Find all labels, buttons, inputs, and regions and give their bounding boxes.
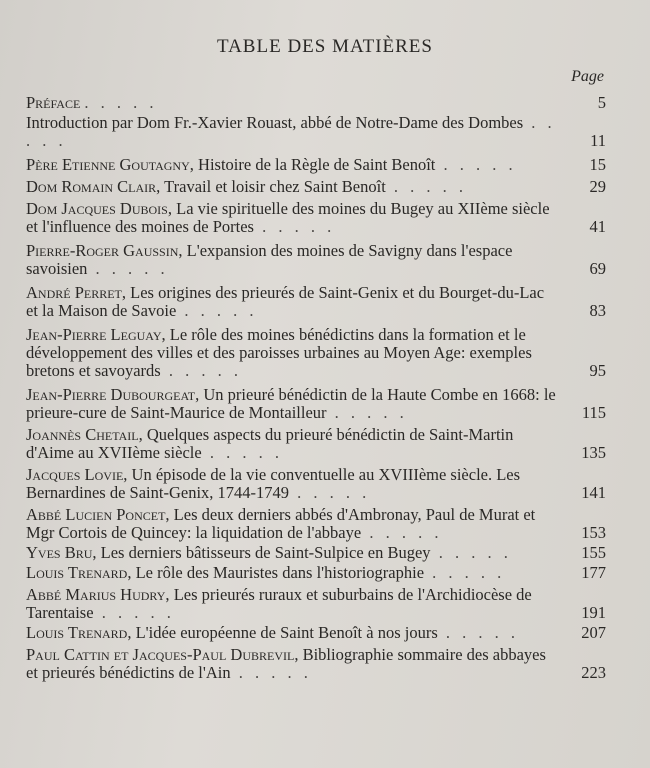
toc-entry-text	[26, 242, 606, 278]
toc-entry-author: Jean-Pierre Leguay,	[26, 325, 166, 344]
toc-entry-page: 141	[581, 483, 606, 502]
toc-entry-title: Un épisode de la vie conventuelle au XVIIIème siècle. Les Bernardines de Saint-Genix, 1744-1749	[26, 465, 521, 502]
toc-entry-text	[26, 544, 606, 562]
toc-entry-author: André Perret,	[26, 283, 127, 302]
toc-entry	[26, 624, 606, 642]
toc-entry	[26, 466, 606, 502]
toc-entry-page: 15	[589, 155, 606, 174]
table-of-contents	[26, 92, 606, 684]
toc-entry	[26, 156, 606, 174]
toc-entry-author: Pierre-Roger Gaussin,	[26, 241, 183, 260]
toc-entry-text	[26, 624, 606, 642]
toc-entry-author: Jean-Pierre Dubourgeat,	[26, 385, 200, 404]
toc-entry	[26, 200, 606, 236]
toc-entry	[26, 506, 606, 542]
toc-entry-title: Le rôle des Mauristes dans l'historiographie	[135, 563, 425, 582]
toc-dot-leaders: . . . . .	[289, 483, 371, 502]
toc-entry	[26, 386, 606, 422]
toc-entry-page: 83	[589, 301, 606, 320]
toc-dot-leaders: . . . . .	[385, 177, 468, 196]
toc-entry-author: Père Etienne Goutagny,	[26, 155, 194, 174]
toc-entry-text	[26, 586, 606, 622]
toc-dot-leaders: . . . . .	[326, 403, 408, 422]
toc-entry-title: Quelques aspects du prieuré bénédictin de Saint-Martin d'Aime au XVIIème siècle	[26, 425, 514, 462]
toc-entry-title: Les origines des prieurés de Saint-Genix et du Bourget-du-Lac et la Maison de Savoie	[26, 283, 545, 320]
toc-entry-text	[26, 646, 606, 682]
toc-entry-page: 135	[581, 443, 606, 462]
toc-entry-page: 95	[589, 361, 606, 380]
toc-entry-page: 29	[589, 177, 606, 196]
toc-entry	[26, 564, 606, 582]
toc-entry-text	[26, 284, 606, 320]
toc-entry-title: La vie spirituelle des moines du Bugey au XIIème siècle et l'influence des moines de Portes	[26, 199, 550, 236]
toc-dot-leaders: . . . . .	[87, 259, 169, 278]
toc-entry-text	[26, 386, 606, 422]
toc-dot-leaders: . . . . .	[160, 361, 242, 380]
toc-entry-text	[26, 466, 606, 502]
toc-entry-title: Introduction par Dom Fr.-Xavier Rouast, abbé de Notre-Dame des Dombes	[26, 113, 524, 132]
toc-entry-page: 207	[581, 623, 606, 642]
toc-entry	[26, 94, 606, 112]
toc-entry-title: Travail et loisir chez Saint Benoît	[164, 177, 386, 196]
toc-entry-text	[26, 94, 606, 112]
toc-entry-author: Yves Bru,	[26, 543, 97, 562]
toc-entry-author: Préface	[26, 93, 81, 112]
toc-dot-leaders: . . . . .	[430, 543, 512, 562]
toc-entry-page: 5	[597, 93, 606, 112]
toc-entry-title: Les prieurés ruraux et suburbains de l'Archidiocèse de Tarentaise	[26, 585, 532, 622]
toc-entry-author: Abbé Marius Hudry,	[26, 585, 170, 604]
toc-dot-leaders: . . . . .	[93, 603, 175, 622]
toc-entry-title: Histoire de la Règle de Saint Benoît	[198, 155, 436, 174]
toc-dot-leaders: . . . . .	[424, 563, 506, 582]
toc-entry-title: L'idée européenne de Saint Benoît à nos jours	[135, 623, 438, 642]
toc-entry-title: L'expansion des moines de Savigny dans l'espace savoisien	[26, 241, 513, 278]
toc-entry-page: 191	[581, 603, 606, 622]
toc-entry	[26, 426, 606, 462]
toc-dot-leaders: . . . . .	[253, 217, 336, 236]
toc-entry-page: 223	[581, 663, 606, 682]
toc-entry-title: Les deux derniers abbés d'Ambronay, Paul de Murat et Mgr Cortois de Quincey: la liquidation de l'abbaye	[26, 505, 536, 542]
toc-entry-author: Joannès Chetail,	[26, 425, 143, 444]
toc-entry-text	[26, 178, 606, 196]
toc-entry-title: Un prieuré bénédictin de la Haute Combe en 1668: le prieure-cure de Saint-Maurice de Montailleur	[26, 385, 556, 422]
toc-entry	[26, 544, 606, 562]
toc-entry	[26, 586, 606, 622]
toc-entry	[26, 646, 606, 682]
toc-dot-leaders: . . . . .	[26, 113, 556, 150]
toc-entry-text	[26, 114, 606, 150]
toc-entry-page: 11	[590, 131, 606, 150]
toc-entry-author: Paul Cattin et Jacques-Paul Dubrevil,	[26, 645, 299, 664]
toc-dot-leaders: . . . . .	[435, 155, 517, 174]
toc-dot-leaders: . . . . .	[176, 301, 258, 320]
toc-entry-page: 115	[581, 403, 606, 422]
toc-entry-author: Dom Romain Clair,	[26, 177, 161, 196]
toc-entry-text	[26, 326, 606, 380]
page-column-header: Page	[571, 68, 604, 85]
toc-entry	[26, 326, 606, 380]
toc-entry-text	[26, 200, 606, 236]
toc-entry	[26, 178, 606, 196]
toc-entry-page: 155	[581, 543, 606, 562]
toc-entry-text	[26, 426, 606, 462]
toc-entry-page: 177	[581, 563, 606, 582]
toc-entry-title: Le rôle des moines bénédictins dans la formation et le développement des villes et des paroisses urbaines au Moyen Age: exemples bretons et savoyards	[26, 325, 532, 380]
toc-entry	[26, 242, 606, 278]
toc-entry-author: Jacques Lovie,	[26, 465, 128, 484]
toc-dot-leaders: . . . . .	[84, 93, 158, 112]
toc-entry-page: 41	[589, 217, 606, 236]
toc-entry-page: 153	[581, 523, 606, 542]
toc-entry-author: Louis Trenard,	[26, 563, 132, 582]
toc-entry	[26, 284, 606, 320]
toc-entry-author: Abbé Lucien Poncet,	[26, 505, 170, 524]
toc-entry-text	[26, 156, 606, 174]
toc-entry-author: Dom Jacques Dubois,	[26, 199, 172, 218]
toc-entry-title: Les derniers bâtisseurs de Saint-Sulpice en Bugey	[100, 543, 431, 562]
toc-entry-title: Bibliographie sommaire des abbayes et prieurés bénédictins de l'Ain	[26, 645, 546, 682]
toc-dot-leaders: . . . . .	[437, 623, 520, 642]
toc-entry-author: Louis Trenard,	[26, 623, 132, 642]
toc-dot-leaders: . . . . .	[201, 443, 283, 462]
toc-entry-page: 69	[589, 259, 606, 278]
toc-entry	[26, 114, 606, 150]
page-title: TABLE DES MATIÈRES	[217, 36, 433, 57]
toc-dot-leaders: . . . . .	[230, 663, 312, 682]
toc-entry-text	[26, 506, 606, 542]
toc-dot-leaders: . . . . .	[361, 523, 443, 542]
toc-entry-text	[26, 564, 606, 582]
